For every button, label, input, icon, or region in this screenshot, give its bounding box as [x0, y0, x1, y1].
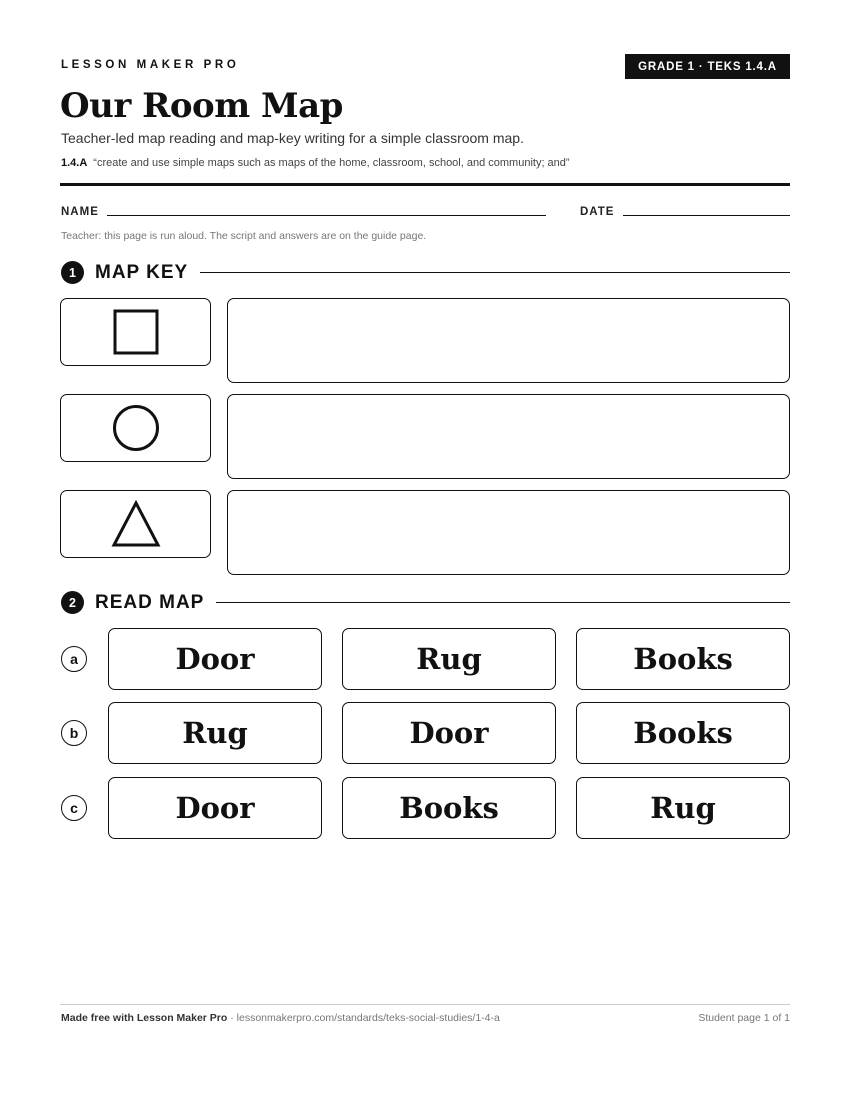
footer-made-with: Made free with Lesson Maker Pro [61, 1012, 228, 1024]
choice-a-2[interactable]: Rug [342, 628, 556, 690]
date-field[interactable] [623, 215, 790, 216]
footer-credit [61, 1012, 500, 1024]
section-title: MAP KEY [95, 261, 189, 283]
choice-b-1[interactable]: Rug [108, 702, 322, 764]
section-rule [200, 272, 790, 273]
section-number: 1 [61, 261, 84, 284]
section-number: 2 [61, 591, 84, 614]
standard-text: “create and use simple maps such as maps of the home, classroom, school, and community; and” [93, 157, 570, 169]
choice-c-2[interactable]: Books [342, 777, 556, 839]
choice-c-1[interactable]: Door [108, 777, 322, 839]
section-read-map-header [61, 591, 790, 614]
row-letter-c: c [61, 795, 87, 821]
choice-a-3[interactable]: Books [576, 628, 790, 690]
row-letter-a: a [61, 646, 87, 672]
choice-a-1[interactable]: Door [108, 628, 322, 690]
page-subtitle: Teacher-led map reading and map-key writing for a simple classroom map. [61, 130, 524, 146]
teacher-note: Teacher: this page is run aloud. The script and answers are on the guide page. [61, 230, 427, 242]
key-write-box-triangle[interactable] [227, 490, 790, 575]
grade-badge: GRADE 1 · TEKS 1.4.A [625, 54, 790, 79]
key-write-box-circle[interactable] [227, 394, 790, 479]
section-rule [216, 602, 790, 603]
row-letter-b: b [61, 720, 87, 746]
footer-separator: · [227, 1012, 237, 1024]
footer-divider [60, 1004, 790, 1005]
key-symbol-box-circle [60, 394, 211, 462]
standard-code: 1.4.A [61, 157, 88, 169]
choice-b-3[interactable]: Books [576, 702, 790, 764]
name-label: NAME [61, 206, 99, 218]
circle-icon [112, 404, 160, 452]
footer-url-link[interactable]: lessonmakerpro.com/standards/teks-social-studies/1-4-a [236, 1012, 500, 1024]
brand-name: LESSON MAKER PRO [61, 59, 240, 71]
date-label: DATE [580, 206, 615, 218]
page-title: Our Room Map [60, 86, 343, 126]
section-title: READ MAP [95, 591, 205, 613]
square-icon [113, 309, 159, 355]
footer-page-number: Student page 1 of 1 [698, 1012, 790, 1024]
header-divider [60, 183, 790, 186]
standard-line [61, 157, 570, 169]
key-symbol-box-square [60, 298, 211, 366]
choice-b-2[interactable]: Door [342, 702, 556, 764]
key-symbol-box-triangle [60, 490, 211, 558]
triangle-icon [111, 500, 161, 548]
section-map-key-header [61, 261, 790, 284]
key-write-box-square[interactable] [227, 298, 790, 383]
choice-c-3[interactable]: Rug [576, 777, 790, 839]
name-field[interactable] [107, 215, 546, 216]
